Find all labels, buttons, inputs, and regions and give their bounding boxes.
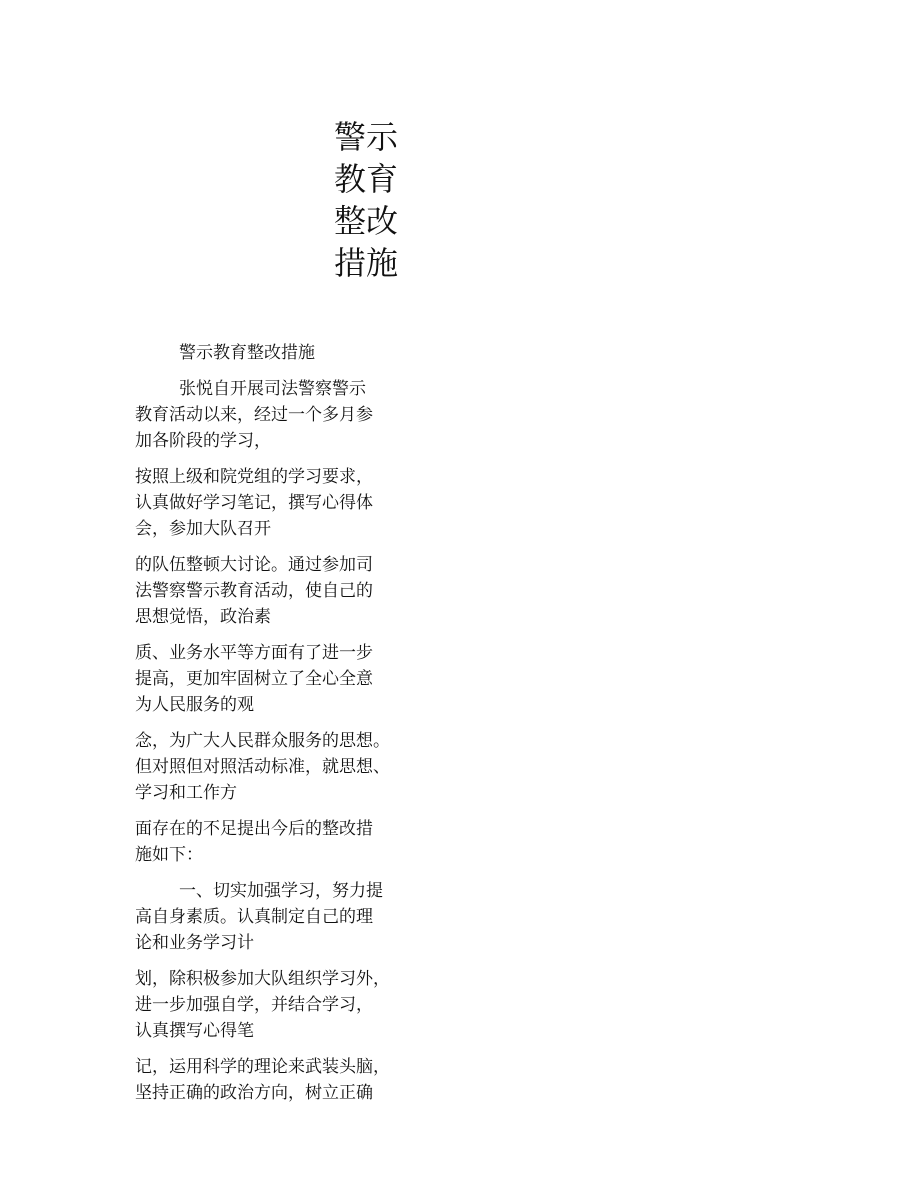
text-line: 施如下： — [135, 845, 203, 865]
text-line: 认真撰写心得笔 — [135, 1021, 254, 1041]
text-line: 思想觉悟，政治素 — [135, 607, 271, 627]
title-line: 警示 — [334, 118, 399, 156]
text-line: 提高，更加牢固树立了全心全意 — [135, 669, 373, 689]
text-line: 的队伍整顿大讨论。通过参加司 — [135, 555, 373, 575]
text-line: 质、业务水平等方面有了进一步 — [135, 643, 373, 663]
text-line: 法警察警示教育活动，使自己的 — [135, 581, 373, 601]
text-line: 为人民服务的观 — [135, 695, 254, 715]
text-line: 但对照但对照活动标准，就思想、 — [135, 757, 390, 777]
text-line: 会，参加大队召开 — [135, 519, 271, 539]
text-line: 论和业务学习计 — [135, 933, 254, 953]
body-paragraph — [135, 1054, 407, 1106]
text-line: 一、切实加强学习，努力提 — [179, 881, 383, 901]
text-line: 划，除积极参加大队组织学习外， — [135, 969, 390, 989]
subtitle-paragraph — [135, 340, 407, 366]
document-title-vertical — [334, 116, 414, 284]
text-line: 念，为广大人民群众服务的思想。 — [135, 731, 390, 751]
text-line: 面存在的不足提出今后的整改措 — [135, 819, 373, 839]
body-paragraph — [135, 464, 407, 542]
body-paragraph — [135, 728, 407, 806]
body-paragraph — [135, 878, 407, 956]
title-line: 整改 — [334, 202, 399, 240]
text-line: 教育活动以来，经过一个多月参 — [135, 405, 373, 425]
text-line: 记，运用科学的理论来武装头脑， — [135, 1057, 390, 1077]
title-line: 措施 — [334, 244, 399, 282]
document-subtitle: 警示教育整改措施 — [179, 343, 315, 363]
body-paragraph — [135, 816, 407, 868]
text-line: 坚持正确的政治方向，树立正确 — [135, 1083, 373, 1103]
body-paragraph — [135, 552, 407, 630]
body-paragraph — [135, 640, 407, 718]
text-line: 按照上级和院党组的学习要求， — [135, 467, 373, 487]
text-line: 学习和工作方 — [135, 783, 237, 803]
body-paragraph — [135, 966, 407, 1044]
text-line: 认真做好学习笔记，撰写心得体 — [135, 493, 373, 513]
text-line: 张悦自开展司法警察警示 — [179, 379, 366, 399]
body-paragraph — [135, 376, 407, 454]
text-line: 加各阶段的学习， — [135, 431, 271, 451]
text-line: 高自身素质。认真制定自己的理 — [135, 907, 373, 927]
title-line: 教育 — [334, 160, 399, 198]
document-body — [135, 340, 407, 1116]
text-line: 进一步加强自学，并结合学习， — [135, 995, 373, 1015]
